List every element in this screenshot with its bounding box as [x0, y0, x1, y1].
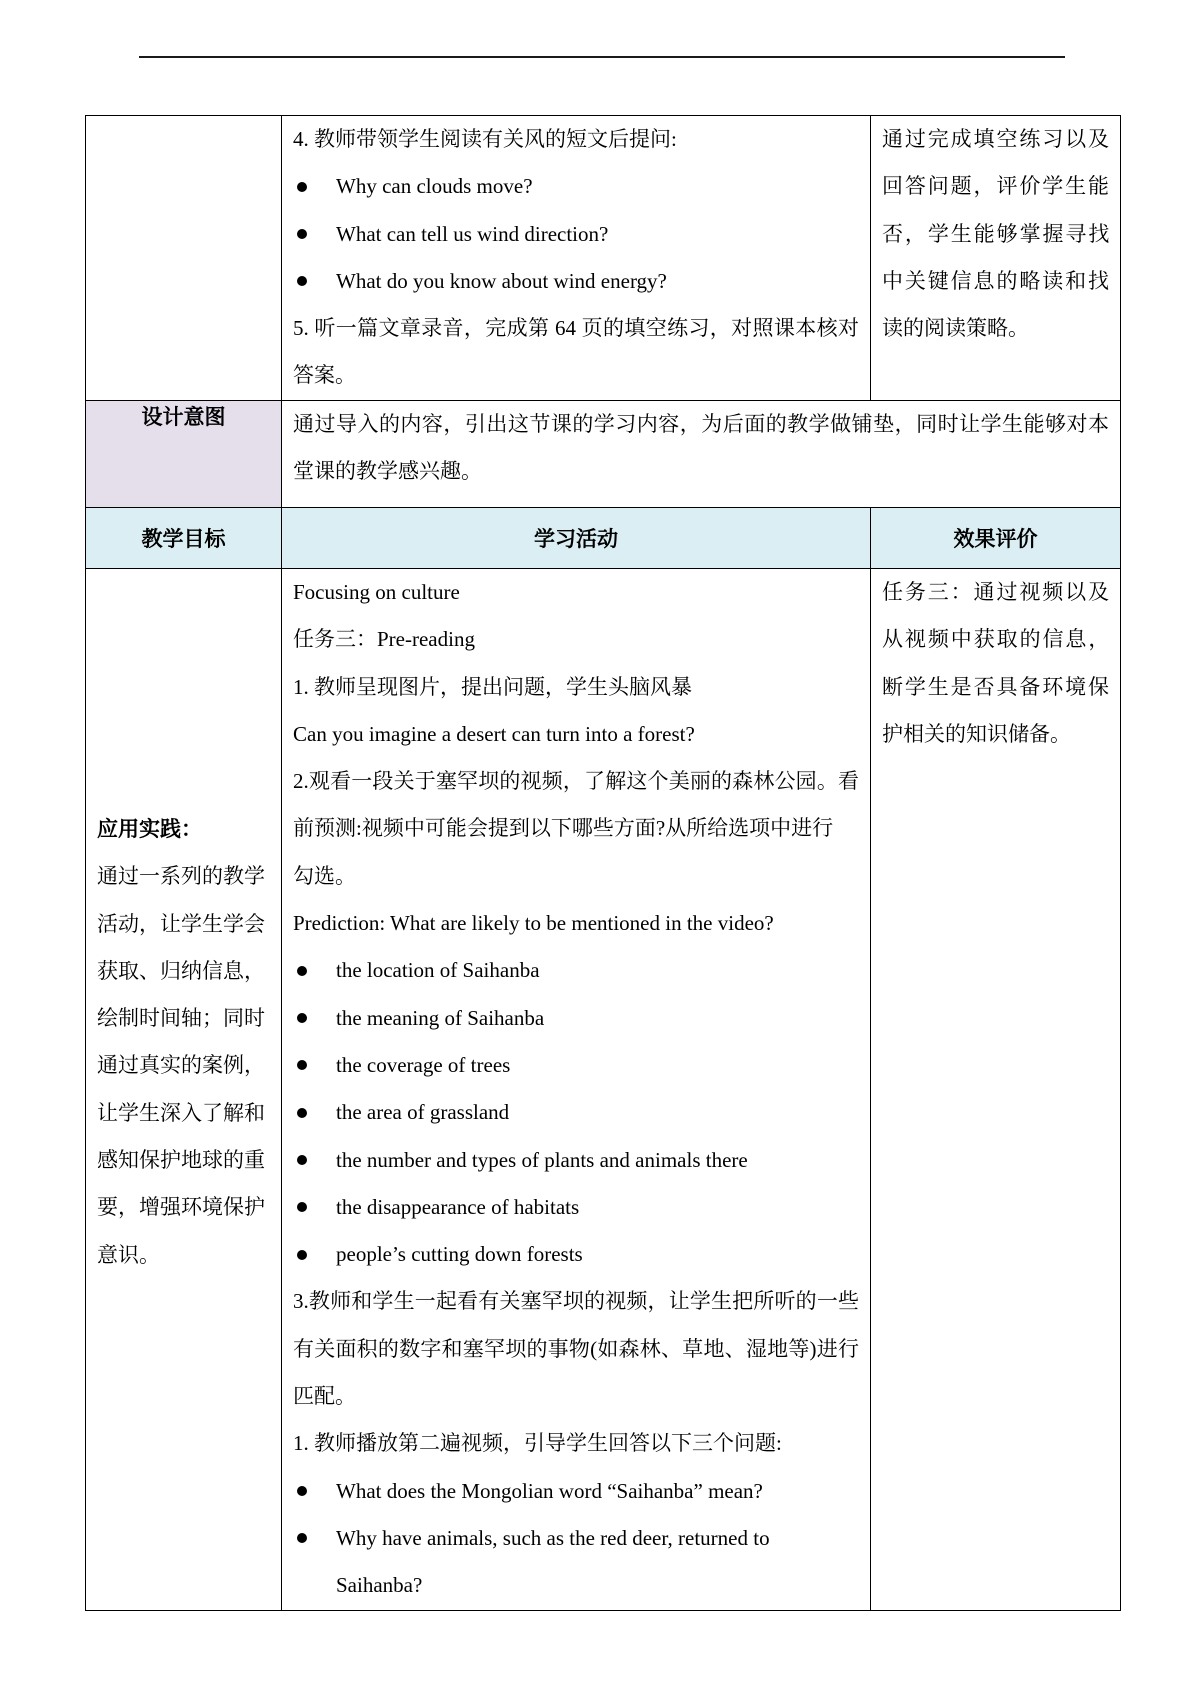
activity-line: 答案。 [293, 363, 356, 388]
activity-cell [282, 569, 871, 1611]
activity-line: 5. 听一篇文章录音，完成第 64 页的填空练习，对照课本核对 [293, 316, 859, 341]
activity-line: 4. 教师带领学生阅读有关风的短文后提问: [293, 127, 677, 151]
evaluation-cell [871, 569, 1121, 1611]
bullet-text: What do you know about wind energy? [336, 268, 667, 293]
bullet-dot [297, 1533, 307, 1543]
bullet-text: the number and types of plants and animals there [336, 1147, 748, 1172]
bullet-text: Why can clouds move? [336, 174, 533, 199]
bullet-item [293, 1042, 859, 1089]
evaluation-cell [871, 116, 1121, 401]
goal-line: 意识。 [97, 1242, 160, 1267]
bullet-item [293, 947, 859, 994]
goal-cell [86, 116, 282, 401]
bullet-item [293, 1184, 859, 1231]
activity-cell [282, 116, 871, 401]
bullet-item [293, 1137, 859, 1184]
evaluation-line: 从视频中获取的信息， [882, 627, 1109, 652]
evaluation-line: 断学生是否具备环境保 [882, 674, 1109, 699]
design-intent-cell [282, 401, 1121, 508]
bullet-text: What can tell us wind direction? [336, 221, 609, 246]
bullet-item [293, 1231, 859, 1278]
table-row [86, 569, 1121, 1611]
bullet-text: Why have animals, such as the red deer, returned to [336, 1525, 770, 1550]
bullet-dot [297, 1202, 307, 1212]
bullet-item [293, 258, 859, 305]
table-row [86, 116, 1121, 401]
bullet-dot [297, 966, 307, 976]
header-rule [139, 56, 1065, 58]
table-header-row [86, 508, 1121, 569]
header-activity: 学习活动 [282, 508, 871, 569]
design-intent-line: 堂课的教学感兴趣。 [293, 459, 482, 484]
goal-cell [86, 569, 282, 1611]
task-title: 任务三：Pre-reading [293, 627, 475, 652]
evaluation-line: 回答问题，评价学生能 [882, 174, 1109, 199]
activity-line: 匹配。 [293, 1384, 356, 1409]
bullet-dot [297, 229, 307, 239]
evaluation-line: 中关键信息的略读和找 [882, 268, 1109, 293]
design-intent-line: 通过导入的内容，引出这节课的学习内容，为后面的教学做铺垫，同时让学生能够对本 [293, 412, 1109, 436]
design-intent-label-cell [86, 401, 282, 508]
evaluation-line: 通过完成填空练习以及 [882, 127, 1109, 151]
bullet-dot [297, 182, 307, 192]
goal-line: 绘制时间轴；同时 [97, 1006, 265, 1031]
activity-line: 1. 教师呈现图片，提出问题，学生头脑风暴 [293, 674, 692, 699]
activity-line: 1. 教师播放第二遍视频，引导学生回答以下三个问题: [293, 1431, 782, 1456]
bullet-text: the location of Saihanba [336, 958, 540, 983]
bullet-text: What does the Mongolian word “Saihanba” mean? [336, 1478, 763, 1503]
bullet-item [293, 1468, 859, 1515]
table-row [86, 401, 1121, 508]
bullet-continuation [293, 1562, 859, 1609]
bullet-text: Saihanba? [336, 1573, 423, 1598]
evaluation-line: 否，学生能够掌握寻找 [882, 221, 1109, 246]
goal-line: 获取、归纳信息， [97, 958, 265, 983]
bullet-dot [297, 276, 307, 286]
bullet-item [293, 1515, 859, 1562]
goal-line: 通过真实的案例， [97, 1053, 265, 1078]
bullet-dot [297, 1060, 307, 1070]
activity-line: 3.教师和学生一起看有关塞罕坝的视频，让学生把所听的一些 [293, 1289, 859, 1314]
bullet-dot [297, 1155, 307, 1165]
lesson-plan-table [85, 115, 1121, 1611]
bullet-dot [297, 1108, 307, 1118]
evaluation-line: 读的阅读策略。 [882, 316, 1029, 341]
header-evaluation: 效果评价 [871, 508, 1121, 569]
goal-line: 活动，让学生学会 [97, 911, 265, 936]
activity-line: 前预测:视频中可能会提到以下哪些方面?从所给选项中进行 [293, 816, 834, 841]
goal-line: 通过一系列的教学 [97, 864, 265, 889]
evaluation-line: 任务三：通过视频以及 [882, 580, 1109, 604]
bullet-text: the meaning of Saihanba [336, 1005, 545, 1030]
bullet-item [293, 163, 859, 210]
activity-line: 2.观看一段关于塞罕坝的视频，了解这个美丽的森林公园。看 [293, 769, 859, 794]
activity-line: 勾选。 [293, 863, 356, 888]
bullet-dot [297, 1486, 307, 1496]
activity-line: Prediction: What are likely to be mentioned in the video? [293, 911, 774, 936]
activity-line: 有关面积的数字和塞罕坝的事物(如森林、草地、湿地等)进行 [293, 1336, 859, 1361]
bullet-text: the disappearance of habitats [336, 1194, 580, 1219]
bullet-dot [297, 1013, 307, 1023]
goal-title: 应用实践： [97, 817, 202, 841]
activity-line: Can you imagine a desert can turn into a forest? [293, 721, 695, 746]
bullet-item [293, 1089, 859, 1136]
bullet-text: the area of grassland [336, 1100, 510, 1125]
bullet-item [293, 211, 859, 258]
goal-line: 让学生深入了解和 [97, 1100, 265, 1125]
bullet-text: people’s cutting down forests [336, 1242, 583, 1267]
evaluation-line: 护相关的知识储备。 [882, 721, 1071, 746]
goal-line: 要，增强环境保护 [97, 1195, 265, 1220]
section-title: Focusing on culture [293, 580, 460, 604]
header-goal: 教学目标 [86, 508, 282, 569]
design-intent-label: 设计意图 [141, 405, 226, 429]
bullet-item [293, 995, 859, 1042]
bullet-dot [297, 1250, 307, 1260]
goal-line: 感知保护地球的重 [97, 1148, 265, 1173]
bullet-text: the coverage of trees [336, 1052, 511, 1077]
